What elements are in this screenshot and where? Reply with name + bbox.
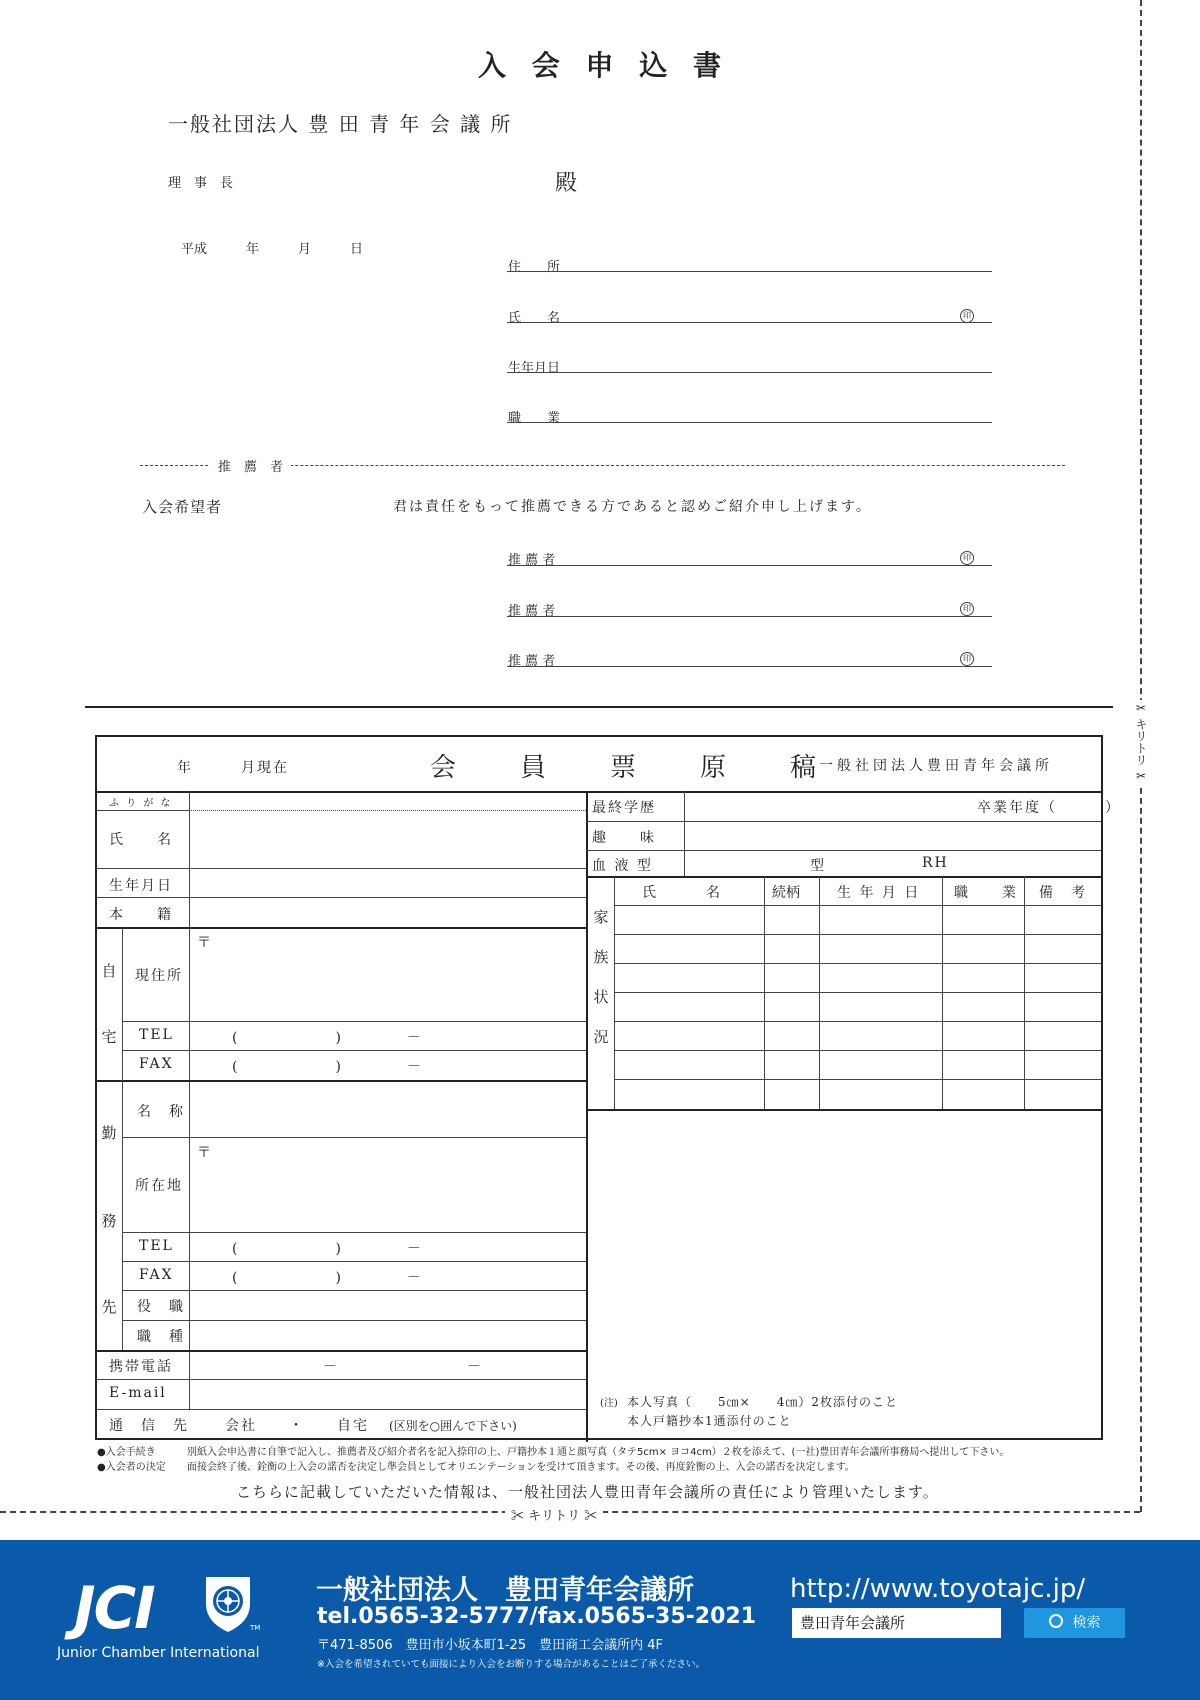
home-label-1: 自	[101, 962, 117, 980]
home-address-label: 現住所	[135, 968, 183, 984]
grad-year-value[interactable]: 卒業年度（ ）	[977, 800, 1121, 816]
blood-type-label: 型	[810, 858, 826, 874]
work-label-2: 務	[101, 1212, 117, 1230]
scissors-icon: ✂	[1135, 769, 1147, 783]
company-name-label: 名 称	[137, 1104, 185, 1120]
dono-label: 殿	[555, 171, 578, 196]
family-row	[614, 1079, 1101, 1080]
family-row	[614, 963, 1101, 964]
honseki-label: 本 籍	[109, 907, 173, 923]
mobile-value[interactable]: － －	[323, 1359, 483, 1375]
family-col-job: 職 業	[954, 885, 1018, 901]
chairman-label: 理 事 長	[168, 176, 234, 191]
footer-address: 〒471-8506 豊田市小坂本町1-25 豊田商工会議所内 4F	[317, 1638, 663, 1653]
contact-label: 通 信 先	[109, 1418, 189, 1434]
home-tel-label: TEL	[139, 1027, 174, 1043]
recommend-statement: 君は責任をもって推薦できる方であると認めご紹介申し上げます。	[393, 499, 872, 515]
seal-icon: 印	[960, 602, 974, 616]
recommender-3-label: 推 薦 者	[508, 654, 556, 669]
blood-label: 血 液 型	[592, 858, 653, 874]
procedure-label-1: ●入会手続き	[97, 1447, 156, 1458]
contact-options[interactable]: 会社 ・ 自宅	[225, 1418, 369, 1434]
cut-label-horizontal: ✂ キリトリ ✂	[505, 1505, 603, 1524]
birth-label: 生年月日	[109, 878, 173, 894]
family-label-3: 状	[593, 988, 609, 1006]
footer-note: ※入会を希望されていても面接により入会をお断りする場合があることはご了承ください。	[317, 1659, 705, 1670]
date-line: 平成 年 月 日	[181, 242, 364, 257]
work-tel-value[interactable]: ( ) －	[232, 1241, 423, 1257]
family-label-1: 家	[593, 908, 609, 926]
family-row	[614, 992, 1101, 993]
org-name: 一般社団法人 豊 田 青 年 会 議 所	[168, 112, 513, 136]
family-col-name: 氏 名	[642, 885, 722, 901]
field-name-line[interactable]	[507, 322, 992, 323]
field-address-label: 住 所	[508, 260, 561, 275]
procedure-text-2: 面接会終了後、銓衡の上入会の諾否を決定し準会員としてオリエンテーションを受けて頂きます。その後、再度銓衡の上、入会の諾否を決定します。	[187, 1462, 855, 1473]
field-address-line[interactable]	[507, 271, 992, 272]
email-label: E-mail	[109, 1385, 167, 1401]
field-birth-line[interactable]	[507, 372, 992, 373]
field-job-label: 職 業	[508, 411, 561, 426]
note-photo: 本人写真（ 5㎝× 4㎝）2枚添付のこと	[627, 1395, 898, 1409]
family-row	[614, 1021, 1101, 1022]
recommender-1-line[interactable]	[507, 565, 992, 566]
procedure-label-2: ●入会者の決定	[97, 1462, 166, 1473]
job-type-label: 職 種	[137, 1329, 185, 1345]
jci-subtitle: Junior Chamber International	[57, 1645, 260, 1661]
form-title: 入 会 申 込 書	[478, 49, 729, 82]
card-date-label: 年 月現在	[177, 760, 289, 776]
recommender-header: 推 薦 者	[210, 456, 291, 475]
work-fax-label: FAX	[139, 1267, 174, 1283]
search-icon	[1049, 1614, 1063, 1628]
search-button[interactable]: 検索	[1024, 1608, 1125, 1638]
seal-icon: 印	[960, 309, 974, 323]
card-org: 一般社団法人豊田青年会議所	[819, 758, 1053, 774]
footer-tel-fax: tel.0565-32-5777/fax.0565-35-2021	[317, 1604, 757, 1629]
jci-emblem-icon	[203, 1574, 253, 1634]
recommender-3-line[interactable]	[507, 666, 992, 667]
work-label-1: 勤	[101, 1124, 117, 1142]
note-mark: (注)	[600, 1398, 618, 1409]
search-input[interactable]: 豊田青年会議所	[792, 1608, 1001, 1638]
section-divider	[85, 706, 1113, 708]
family-label-2: 族	[593, 948, 609, 966]
work-fax-value[interactable]: ( ) －	[232, 1270, 423, 1286]
scissors-icon: ✂	[1135, 701, 1147, 715]
field-name-label: 氏 名	[508, 311, 561, 326]
family-label-4: 況	[593, 1028, 609, 1046]
family-row	[614, 905, 1101, 906]
home-postal-mark: 〒	[197, 935, 213, 951]
home-tel-value[interactable]: ( ) －	[232, 1030, 423, 1046]
recommender-2-label: 推 薦 者	[508, 604, 556, 619]
website-url[interactable]: http://www.toyotajc.jp/	[790, 1574, 1086, 1604]
field-birth-label: 生年月日	[508, 361, 561, 376]
family-row	[614, 1050, 1101, 1051]
position-label: 役 職	[137, 1299, 185, 1315]
seal-icon: 印	[960, 551, 974, 565]
home-fax-value[interactable]: ( ) －	[232, 1059, 423, 1075]
work-postal-mark: 〒	[197, 1145, 213, 1161]
recommender-2-line[interactable]	[507, 616, 992, 617]
privacy-notice: こちらに記載していただいた情報は、一般社団法人豊田青年会議所の責任により管理いたします。	[236, 1483, 939, 1501]
family-row	[614, 934, 1101, 935]
note-koseki: 本人戸籍抄本1通添付のこと	[627, 1414, 792, 1428]
tm-mark: TM	[250, 1624, 261, 1632]
field-job-line[interactable]	[507, 422, 992, 423]
work-location-label: 所在地	[135, 1178, 183, 1194]
furigana-label: ふ り が な	[109, 798, 173, 809]
name-label: 氏 名	[109, 832, 173, 848]
card-title: 会 員 票 原 稿	[430, 753, 821, 783]
applicant-label: 入会希望者	[142, 498, 223, 516]
family-col-birth: 生 年 月 日	[837, 885, 921, 901]
footer-band	[0, 1540, 1200, 1700]
seal-icon: 印	[960, 652, 974, 666]
rh-label: RH	[922, 855, 949, 871]
contact-note: (区別を○囲んで下さい)	[389, 1419, 517, 1433]
procedure-text-1: 別紙入会申込書に自筆で記入し、推薦者及び紹介者名を記入捺印の上、戸籍抄本１通と顔写真（タテ5cm× ヨコ4cm）２枚を添えて、(一社)豊田青年会議所事務局へ提出して下さい。	[187, 1447, 1010, 1458]
mobile-label: 携帯電話	[109, 1359, 173, 1375]
family-col-notes: 備 考	[1039, 885, 1087, 901]
hobby-label: 趣 味	[592, 830, 656, 846]
family-col-relation: 続柄	[772, 885, 800, 901]
jci-logo: JCI	[74, 1574, 154, 1642]
education-label: 最終学歴	[592, 800, 656, 816]
cut-label-vertical: ✂ キリトリ ✂	[1131, 700, 1151, 784]
work-label-3: 先	[101, 1298, 117, 1316]
footer-org-name: 一般社団法人 豊田青年会議所	[316, 1575, 694, 1606]
recommender-1-label: 推 薦 者	[508, 553, 556, 568]
work-tel-label: TEL	[139, 1238, 174, 1254]
home-fax-label: FAX	[139, 1056, 174, 1072]
member-card-table	[95, 735, 1121, 1440]
home-label-2: 宅	[101, 1028, 117, 1046]
